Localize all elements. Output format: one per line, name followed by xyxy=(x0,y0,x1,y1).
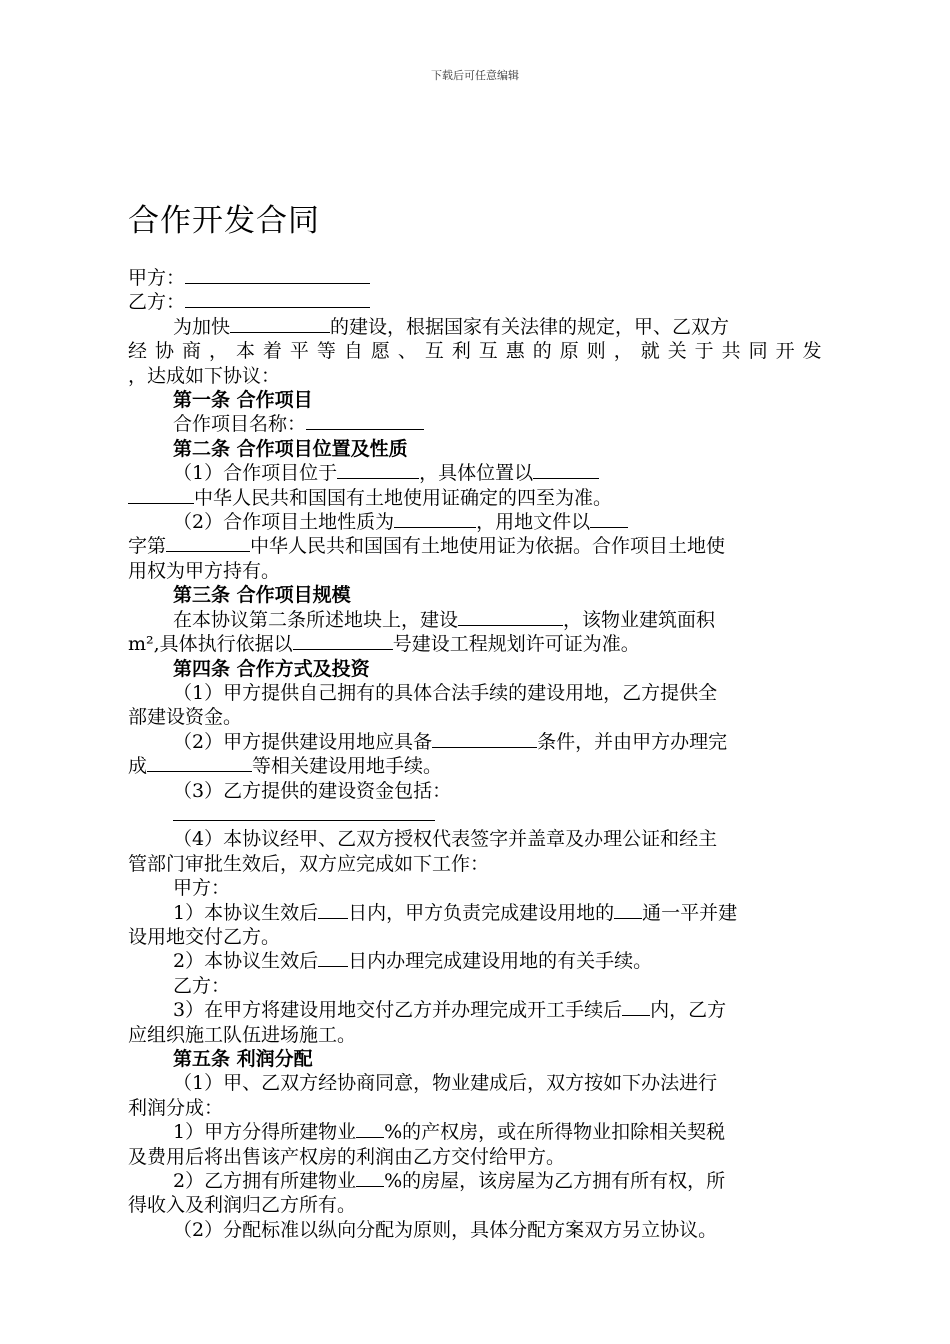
text-run: 商 xyxy=(181,340,201,363)
text-run: 同 xyxy=(748,340,768,363)
text-run: ，用地文件以 xyxy=(476,511,591,534)
paragraph-line xyxy=(128,632,822,656)
text-run: 日内，甲方负责完成建设用地的 xyxy=(348,901,615,924)
blank-line xyxy=(356,1169,384,1187)
text-run: 、 xyxy=(397,340,417,363)
paragraph-line: 用权为甲方持有。 xyxy=(128,559,281,582)
text-run: 就 xyxy=(640,340,660,363)
paragraph-line xyxy=(128,998,822,1022)
paragraph-line: （2）分配标准以纵向分配为原则，具体分配方案双方另立协议。 xyxy=(173,1218,718,1241)
paragraph-line: （4）本协议经甲、乙双方授权代表签字并盖章及办理公证和经主 xyxy=(173,828,718,851)
blank-line xyxy=(318,949,348,967)
blank-line xyxy=(166,534,250,552)
text-run: 3）在甲方将建设用地交付乙方并办理完成开工手续后 xyxy=(173,999,623,1022)
blank-line xyxy=(622,998,650,1016)
paragraph-line xyxy=(128,949,822,973)
text-run: 日内办理完成建设用地的有关手续。 xyxy=(348,950,653,973)
paragraph-line: （3）乙方提供的建设资金包括： xyxy=(173,779,452,802)
text-run: 在本协议第二条所述地块上，建设 xyxy=(173,608,459,631)
paragraph-line: 甲方： xyxy=(173,877,231,900)
paragraph-line xyxy=(128,461,822,485)
blank-line xyxy=(306,412,424,430)
blank-line xyxy=(337,461,419,479)
text-run: 惠 xyxy=(505,340,525,363)
blank-line xyxy=(147,754,252,772)
text-run: 号建设工程规划许可证为准。 xyxy=(392,633,640,656)
blank-line xyxy=(394,510,476,528)
text-run: 本 xyxy=(235,340,255,363)
paragraph-line xyxy=(128,730,822,754)
text-run: 合作项目名称： xyxy=(173,413,307,436)
text-run: 的建设，根据国家有关法律的规定，甲、乙双方 xyxy=(330,315,730,338)
blank-line xyxy=(185,290,370,308)
text-run: 愿 xyxy=(370,340,390,363)
text-run: （1）合作项目位于 xyxy=(173,462,338,485)
intro-paragraph xyxy=(128,315,822,339)
text-run: 乙方： xyxy=(128,291,186,314)
text-run: 共 xyxy=(721,340,741,363)
text-run: ， xyxy=(613,340,633,363)
text-run: 原 xyxy=(559,340,579,363)
paragraph-line xyxy=(128,754,822,778)
blank-line xyxy=(128,486,194,504)
text-run: 互 xyxy=(424,340,444,363)
blank-line xyxy=(318,901,348,919)
text-run: （2）合作项目土地性质为 xyxy=(173,511,395,534)
text-run: 于 xyxy=(694,340,714,363)
article-4-title: 第四条 合作方式及投资 xyxy=(173,657,370,680)
text-run: 中华人民共和国国有土地使用证为依据。合作项目土地使 xyxy=(250,535,726,558)
text-run: 等相关建设用地手续。 xyxy=(252,755,443,778)
text-run: 1）甲方分得所建物业 xyxy=(173,1121,357,1144)
text-run: 2）本协议生效后 xyxy=(173,950,319,973)
blank-line xyxy=(614,901,642,919)
article-5-title: 第五条 利润分配 xyxy=(173,1048,313,1070)
document-body xyxy=(128,266,822,1242)
text-run: 着 xyxy=(262,340,282,363)
text-run: 协 xyxy=(154,340,174,363)
text-run: ， xyxy=(208,340,228,363)
text-run: 互 xyxy=(478,340,498,363)
text-run: 为加快 xyxy=(173,315,231,338)
blank-line xyxy=(533,461,599,479)
paragraph-line xyxy=(128,803,822,827)
text-run: %的房屋，该房屋为乙方拥有所有权，所 xyxy=(384,1170,726,1193)
paragraph-line xyxy=(128,534,822,558)
paragraph-line: 应组织施工队伍进场施工。 xyxy=(128,1023,357,1046)
blank-line xyxy=(293,632,393,650)
text-run: 中华人民共和国国有土地使用证确定的四至为准。 xyxy=(194,486,613,509)
article-3-title: 第三条 合作项目规模 xyxy=(173,584,351,607)
text-run: 字第 xyxy=(128,535,167,558)
paragraph-line xyxy=(128,486,822,510)
article-2-title: 第二条 合作项目位置及性质 xyxy=(173,437,408,460)
paragraph-line: 部建设资金。 xyxy=(128,706,243,729)
blank-line xyxy=(185,266,370,284)
text-run: 经 xyxy=(128,340,148,363)
text-run: 则 xyxy=(586,340,606,363)
text-run: 自 xyxy=(343,340,363,363)
text-run: 甲方： xyxy=(128,267,186,289)
paragraph-line: 乙方： xyxy=(173,974,231,997)
text-run: m²,具体执行依据以 xyxy=(128,633,293,656)
paragraph-line: （1）甲、乙双方经协商同意，物业建成后，双方按如下办法进行 xyxy=(173,1072,718,1095)
blank-line xyxy=(230,315,330,333)
text-run: ，具体位置以 xyxy=(419,462,534,485)
paragraph-line: ，达成如下协议： xyxy=(128,364,281,387)
paragraph-line xyxy=(128,510,822,534)
project-name-line xyxy=(128,412,822,436)
text-run: 的 xyxy=(532,340,552,363)
blank-line xyxy=(458,608,563,626)
blank-line xyxy=(432,730,537,748)
paragraph-line xyxy=(128,608,822,632)
text-run: 等 xyxy=(316,340,336,363)
text-run: 2）乙方拥有所建物业 xyxy=(173,1170,357,1193)
text-run: 发 xyxy=(802,340,822,363)
paragraph-line xyxy=(128,1169,822,1193)
text-run: 利 xyxy=(451,340,471,363)
text-run: （2）甲方提供建设用地应具备 xyxy=(173,730,433,753)
text-run: %的产权房，或在所得物业扣除相关契税 xyxy=(384,1121,726,1144)
paragraph-line xyxy=(128,1120,822,1144)
blank-line xyxy=(590,510,628,528)
text-run: 条件，并由甲方办理完 xyxy=(537,730,728,753)
paragraph-line: 设用地交付乙方。 xyxy=(128,925,281,948)
text-run: 通一平并建 xyxy=(642,901,738,924)
paragraph-line: 及费用后将出售该产权房的利润由乙方交付给甲方。 xyxy=(128,1145,566,1168)
text-run: 1）本协议生效后 xyxy=(173,901,319,924)
text-run: 开 xyxy=(775,340,795,363)
text-run: 成 xyxy=(128,755,148,778)
text-run: 内，乙方 xyxy=(650,999,727,1022)
intro-justified-line xyxy=(128,339,822,363)
page-header: 下载后可任意编辑 xyxy=(431,69,519,82)
text-run: ，该物业建筑面积 xyxy=(563,608,716,631)
party-a-line xyxy=(128,266,822,290)
paragraph-line: （1）甲方提供自己拥有的具体合法手续的建设用地，乙方提供全 xyxy=(173,681,718,704)
document-title: 合作开发合同 xyxy=(128,203,320,239)
article-1-title: 第一条 合作项目 xyxy=(173,389,313,412)
text-run: 关 xyxy=(667,340,687,363)
blank-line xyxy=(356,1120,384,1138)
paragraph-line xyxy=(128,901,822,925)
party-b-line xyxy=(128,290,822,314)
text-run: 平 xyxy=(289,340,309,363)
blank-line xyxy=(173,803,435,821)
paragraph-line: 利润分成： xyxy=(128,1096,224,1119)
paragraph-line: 得收入及利润归乙方所有。 xyxy=(128,1194,357,1217)
paragraph-line: 管部门审批生效后，双方应完成如下工作： xyxy=(128,852,490,875)
